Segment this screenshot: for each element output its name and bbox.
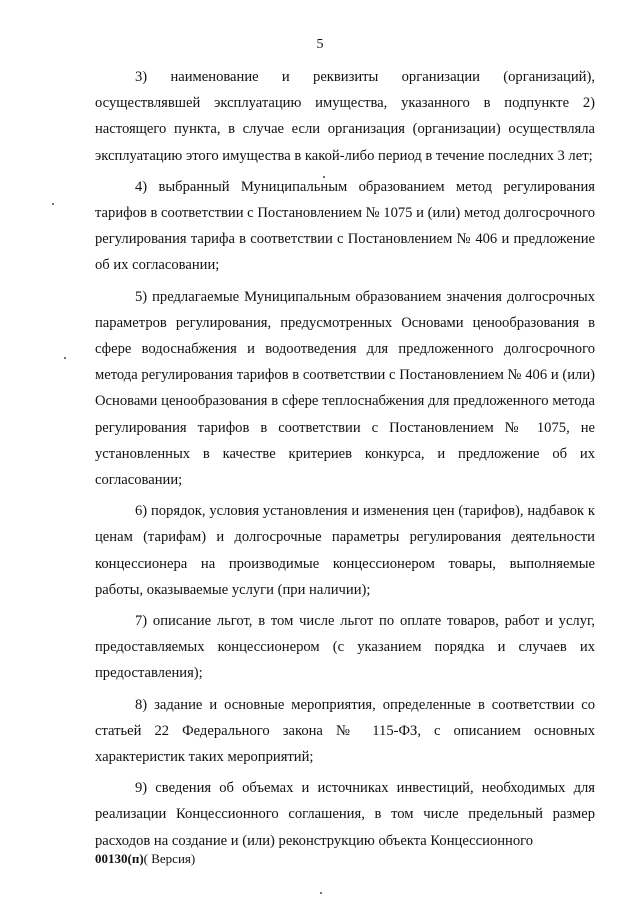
paragraph-item-3: 3) наименование и реквизиты организации (организаций), осуществлявшей эксплуатацию имущества, указанного в подпункте 2) настоящего пункта, в случае если организация (организации) осуществляла эксплуатацию этого имущества в какой-либо период в течение последних 3 лет; bbox=[95, 69, 595, 164]
document-version: ( Версия) bbox=[143, 851, 196, 866]
scan-speck bbox=[52, 203, 54, 205]
document-code: 00130(п) bbox=[95, 851, 144, 866]
document-body bbox=[95, 64, 595, 859]
paragraph-item-8: 8) задание и основные мероприятия, определенные в соответствии со статьей 22 Федерального закона № 115-ФЗ, с описанием основных характеристик таких мероприятий; bbox=[95, 696, 595, 766]
scan-speck bbox=[320, 892, 322, 894]
paragraph-item-4: 4) выбранный Муниципальным образованием метод регулирования тарифов в соответствии с Постановлением № 1075 и (или) метод долгосрочного регулирования тарифа в соответствии с Постановлением № 406 и предложение об их согласовании; bbox=[95, 178, 595, 274]
scan-speck bbox=[323, 176, 325, 178]
paragraph-item-9: 9) сведения об объемах и источниках инвестиций, необходимых для реализации Концессионного соглашения, в том числе предельный размер расходов на создание и (или) реконструкцию объекта Концессионного bbox=[95, 780, 595, 849]
paragraph-item-7: 7) описание льгот, в том числе льгот по оплате товаров, работ и услуг, предоставляемых концессионером (с указанием порядка и случаев их предоставления); bbox=[95, 613, 595, 682]
page-number: 5 bbox=[316, 37, 324, 52]
paragraph-item-6: 6) порядок, условия установления и изменения цен (тарифов), надбавок к ценам (тарифам) и долгосрочные параметры регулирования деятельности концессионера на производимые концессионером товары, выполняемые работы, оказываемые услуги (при наличии); bbox=[95, 503, 595, 598]
scan-speck bbox=[64, 357, 66, 359]
document-footer bbox=[95, 851, 195, 867]
paragraph-item-5: 5) предлагаемые Муниципальным образованием значения долгосрочных параметров регулирования, предусмотренных Основами ценообразования в сфере водоснабжения и водоотведения для предложенного долгосрочного метода регулирования тарифов в соответствии с Постановлением № 406 и (или) Основами ценообразования в сфере теплоснабжения для предложенного метода регулирования тарифов в соответствии с Постановлением № 1075, не установленных в качестве критериев конкурса, и предложение об их согласовании; bbox=[95, 288, 595, 489]
